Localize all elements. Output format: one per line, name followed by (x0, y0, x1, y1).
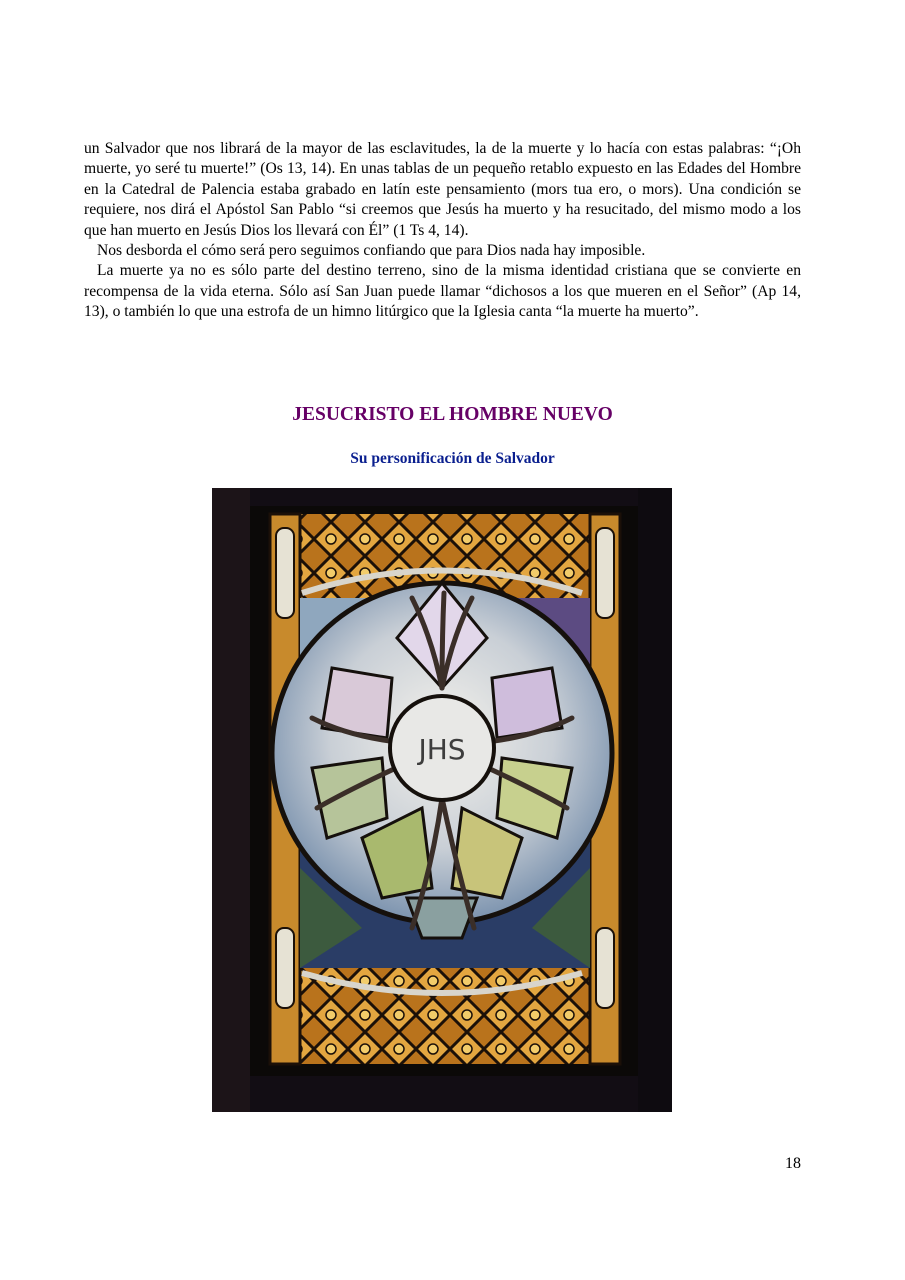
jhs-inscription: JHS (418, 733, 466, 766)
stained-glass-photo (212, 488, 672, 1112)
section-subtitle: Su personificación de Salvador (350, 450, 555, 467)
page-number: 18 (785, 1155, 801, 1172)
paragraph-3: La muerte ya no es sólo parte del destino terreno, sino de la misma identidad cristiana que se convierte en recompensa de la vida eterna. Sólo así San Juan puede llamar “dichosos a los que mueren en el Señor” (Ap 14, 13), o también lo que una estrofa de un himno litúrgico que la Iglesia canta “la muerte ha muerto”. (84, 262, 801, 321)
section-title: JESUCRISTO EL HOMBRE NUEVO (292, 404, 613, 425)
stained-glass-window (212, 488, 672, 1112)
paragraph-1: un Salvador que nos librará de la mayor de las esclavitudes, la de la muerte y lo hacía con estas palabras: “¡Oh muerte, yo seré tu muerte!” (Os 13, 14). En unas tablas de un pequeño retablo expuesto en las Edades del Hombre en la Catedral de Palencia estaba grabado en latín este pensamiento (mors tua ero, o mors). Una condición se requiere, nos dirá el Apóstol San Pablo “si creemos que Jesús ha muerto y ha resucitado, del mismo modo a los que han muerto en Jesús Dios los llevará con Él” (1 Ts 4, 14). (84, 140, 801, 239)
paragraph-2: Nos desborda el cómo será pero seguimos confiando que para Dios nada hay imposible. (97, 242, 646, 260)
body-text (84, 139, 801, 323)
